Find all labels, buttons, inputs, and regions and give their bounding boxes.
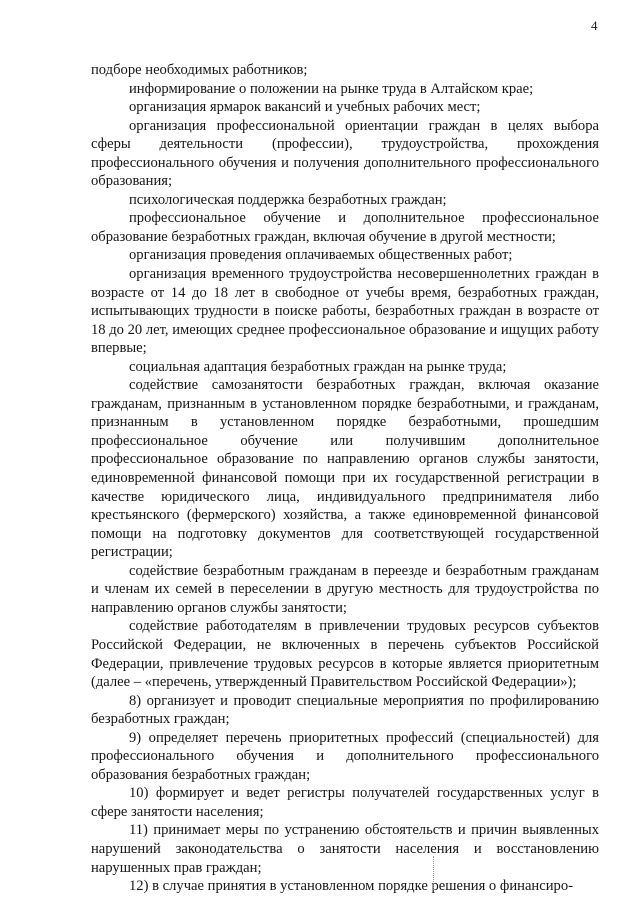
scan-artifact [433,856,435,890]
paragraph: содействие работодателям в привлечении трудовых ресурсов субъектов Российской Федерации, не включенных в перечень субъектов Российской Федерации, привлечение трудовых ресурсов в которые является приоритетным (далее – «перечень, утвержденный Правительством Российской Федерации»); [91,618,599,691]
paragraph: организация проведения оплачиваемых общественных работ; [129,247,513,264]
paragraph: содействие безработным гражданам в переезде и безработным гражданам и членам их семей в переселении в другую местность для трудоустройства по направлению органов службы занятости; [91,562,599,616]
paragraph: организация временного трудоустройства несовершеннолетних граждан в возрасте от 14 до 18 лет в свободное от учебы время, безработных граждан, испытывающих трудности в поиске работы, безработных граждан в возрасте от 18 до 20 лет, имеющих среднее профессиональное образование и ищущих работу впервые; [91,266,600,357]
paragraph: содействие самозанятости безработных граждан, включая оказание гражданам, признанным в установленном порядке безработными, и гражданам, признанным в установленном порядке безработными, прошедшим профессиональное обучение или получившим дополнительное профессиональное образование по направлению органов службы занятости, единовременной финансовой помощи при их государственной регистрации в качестве юридического лица, индивидуального предпринимателя либо крестьянского (фермерского) хозяйства, а также единовременной финансовой помощи на подготовку документов для соответствующей государственной регистрации; [91,377,599,561]
paragraph: 10) формирует и ведет регистры получателей государственных услуг в сфере занятости населения; [91,785,599,820]
paragraph: организация ярмарок вакансий и учебных рабочих мест; [129,99,481,116]
paragraph: психологическая поддержка безработных граждан; [129,191,447,208]
paragraph: профессиональное обучение и дополнительное профессиональное образование безработных граждан, включая обучение в другой местности; [91,210,599,245]
paragraph: социальная адаптация безработных граждан на рынке труда; [129,358,507,375]
document-body [91,61,599,896]
paragraph: 11) принимает меры по устранению обстоятельств и причин выявленных нарушений законодательства о занятости населения и восстановлению нарушенных прав граждан; [91,822,599,876]
page-number: 4 [591,18,598,33]
paragraph: организация профессиональной ориентации граждан в целях выбора сферы деятельности (профессии), трудоустройства, прохождения профессионального обучения и получения дополнительного профессионального образования; [91,117,599,190]
paragraph: 8) организует и проводит специальные мероприятия по профилированию безработных граждан; [91,692,599,728]
paragraph: информирование о положении на рынке труда в Алтайском крае; [129,80,534,97]
paragraph: подборе необходимых работников; [91,62,308,78]
paragraph: 9) определяет перечень приоритетных профессий (специальностей) для профессионального обучения и дополнительного профессионального образования безработных граждан; [91,729,599,783]
paragraph: 12) в случае принятия в установленном порядке решения о финансиро- [129,878,573,895]
